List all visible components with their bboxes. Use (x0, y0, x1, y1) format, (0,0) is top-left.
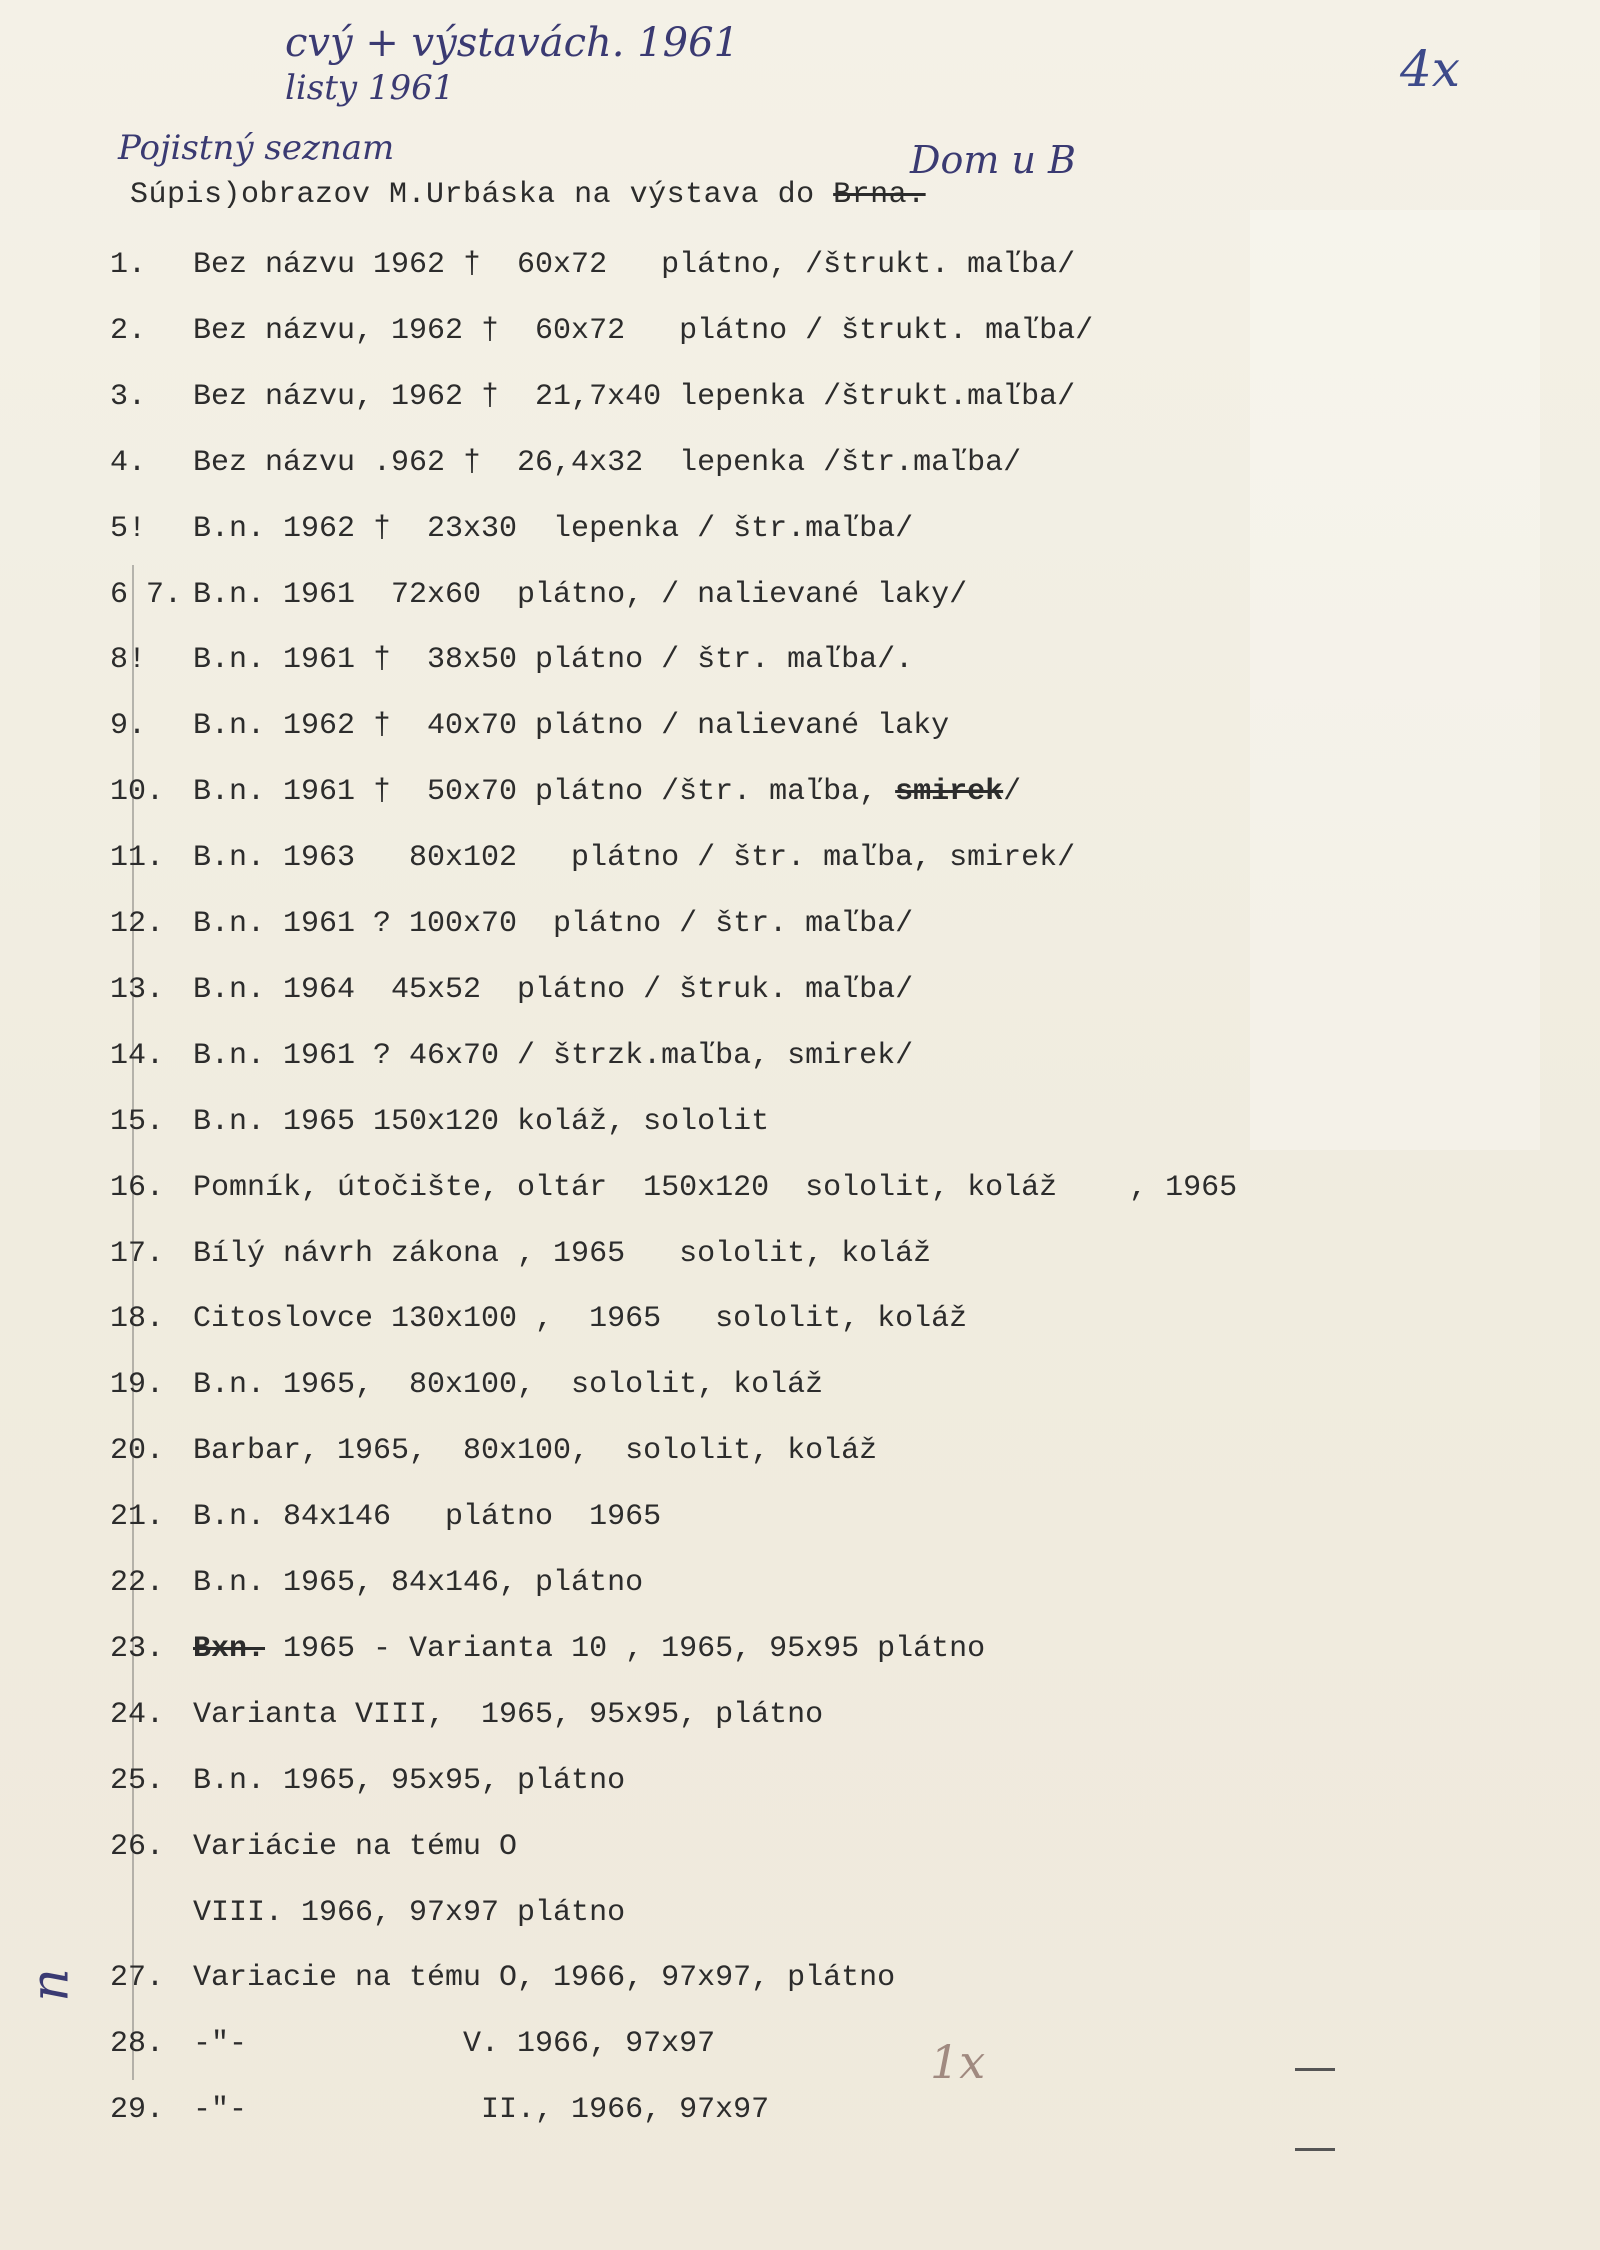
item-number: 11. (110, 841, 165, 875)
item-text (193, 446, 1021, 480)
item-description: Variácie na tému O (193, 1830, 518, 1864)
item-description: B.n. 1961 ? 100x70 plátno / štr. maľba/ (193, 907, 914, 941)
item-description: B.n. 1961 ? 46x70 / štrzk.maľba, smirek/ (193, 1039, 914, 1073)
item-text (193, 1632, 985, 1666)
item-number: 28. (110, 2027, 165, 2061)
handwritten-heading-suffix: Dom u B (910, 138, 1076, 182)
item-text (193, 643, 913, 677)
list-item (0, 841, 1600, 891)
document-title (130, 178, 926, 212)
item-text (193, 1500, 661, 1534)
item-number: 22. (110, 1566, 165, 1600)
item-number: 29. (110, 2093, 165, 2127)
item-description: -"- V. 1966, 97x97 (193, 2027, 716, 2061)
list-item (0, 1434, 1600, 1484)
item-number: 14. (110, 1039, 165, 1073)
list-item (0, 380, 1600, 430)
item-number: 3. (110, 380, 147, 414)
handwritten-count: 4x (1400, 40, 1461, 98)
item-number: 8! (110, 643, 147, 677)
list-item (0, 2027, 1600, 2077)
list-item (0, 1039, 1600, 1089)
item-text (193, 1896, 625, 1930)
handwritten-copy-mark: 1x (930, 2035, 986, 2089)
item-description: Bez názvu, 1962 † 60x72 plátno / štrukt. maľba/ (193, 314, 1094, 348)
margin-dash (1295, 2068, 1335, 2071)
item-description: -"- II., 1966, 97x97 (193, 2093, 770, 2127)
item-text (193, 1764, 625, 1798)
item-number: 20. (110, 1434, 165, 1468)
item-description: Bez názvu .962 † 26,4x32 lepenka /štr.maľba/ (193, 446, 1022, 480)
item-number: 2. (110, 314, 147, 348)
list-item (0, 1171, 1600, 1221)
list-item (0, 1896, 1600, 1946)
item-number: 26. (110, 1830, 165, 1864)
list-item (0, 1830, 1600, 1880)
item-description: B.n. 1961 72x60 plátno, / nalievané laky/ (193, 578, 968, 612)
item-description: B.n. 1961 † 50x70 plátno /štr. maľba, (193, 775, 896, 809)
item-description: B.n. 1962 † 23x30 lepenka / štr.maľba/ (193, 512, 914, 546)
list-item (0, 1632, 1600, 1682)
item-text (193, 380, 1075, 414)
item-number: 4. (110, 446, 147, 480)
list-item (0, 446, 1600, 496)
list-item (0, 1105, 1600, 1155)
list-item (0, 1237, 1600, 1287)
list-item (0, 1500, 1600, 1550)
list-item (0, 248, 1600, 298)
item-text (193, 512, 913, 546)
list-item (0, 1961, 1600, 2011)
struck-text: Bxn. (193, 1632, 266, 1666)
item-description: VIII. 1966, 97x97 plátno (193, 1896, 626, 1930)
item-number: 13. (110, 973, 165, 1007)
item-number: 1. (110, 248, 147, 282)
item-text (193, 1434, 877, 1468)
item-description-tail: 1965 - Varianta 10 , 1965, 95x95 plátno (265, 1632, 986, 1666)
item-text (193, 841, 1075, 875)
item-number: 25. (110, 1764, 165, 1798)
item-description: Bez názvu, 1962 † 21,7x40 lepenka /štrukt.maľba/ (193, 380, 1076, 414)
item-text (193, 973, 913, 1007)
item-text (193, 578, 967, 612)
margin-dash (1295, 2148, 1335, 2151)
item-description: B.n. 1964 45x52 plátno / štruk. maľba/ (193, 973, 914, 1007)
item-description: B.n. 1965, 95x95, plátno (193, 1764, 626, 1798)
struck-text: smirek (895, 775, 1004, 809)
item-number: 18. (110, 1302, 165, 1336)
title-struck-word: Brna. (833, 178, 926, 212)
list-item (0, 907, 1600, 957)
item-description: Variacie na tému O, 1966, 97x97, plátno (193, 1961, 896, 1995)
item-text (193, 1237, 931, 1271)
handwritten-note-top-1: cvý + výstavách. 1961 (285, 20, 740, 66)
list-item (0, 709, 1600, 759)
item-text (193, 1105, 769, 1139)
list-item (0, 1368, 1600, 1418)
item-description: B.n. 84x146 plátno 1965 (193, 1500, 662, 1534)
list-item (0, 775, 1600, 825)
item-number: 19. (110, 1368, 165, 1402)
list-item (0, 2093, 1600, 2143)
item-number: 15. (110, 1105, 165, 1139)
item-description: B.n. 1962 † 40x70 plátno / nalievané laky (193, 709, 950, 743)
item-description: Varianta VIII, 1965, 95x95, plátno (193, 1698, 824, 1732)
item-text (193, 1302, 967, 1336)
item-description: Bez názvu 1962 † 60x72 plátno, /štrukt. maľba/ (193, 248, 1076, 282)
item-text (193, 907, 913, 941)
title-prefix: Súpis (130, 178, 223, 212)
item-text (193, 709, 949, 743)
item-description-tail: / (1003, 775, 1022, 809)
item-number: 9. (110, 709, 147, 743)
item-number: 12. (110, 907, 165, 941)
item-text (193, 1171, 1237, 1205)
list-item (0, 314, 1600, 364)
list-item (0, 1698, 1600, 1748)
item-number: 5! (110, 512, 147, 546)
list-item (0, 973, 1600, 1023)
handwritten-margin-mark: u (26, 1968, 87, 2002)
list-item (0, 578, 1600, 628)
item-text (193, 1039, 913, 1073)
item-number: 23. (110, 1632, 165, 1666)
item-text (193, 314, 1093, 348)
item-number: 27. (110, 1961, 165, 1995)
item-description: B.n. 1965 150x120 koláž, sololit (193, 1105, 770, 1139)
item-description: B.n. 1961 † 38x50 plátno / štr. maľba/. (193, 643, 914, 677)
handwritten-heading-prefix: Pojistný seznam (118, 128, 395, 168)
item-number: 16. (110, 1171, 165, 1205)
item-number: 6 7. (110, 578, 183, 612)
list-item (0, 1764, 1600, 1814)
item-description: Pomník, útočište, oltár 150x120 sololit, koláž , 1965 (193, 1171, 1238, 1205)
item-description: B.n. 1963 80x102 plátno / štr. maľba, smirek/ (193, 841, 1076, 875)
list-item (0, 1566, 1600, 1616)
list-item (0, 512, 1600, 562)
item-text (193, 775, 1021, 809)
item-text (193, 1830, 517, 1864)
item-number: 10. (110, 775, 165, 809)
item-text (193, 1698, 823, 1732)
item-description: B.n. 1965, 80x100, sololit, koláž (193, 1368, 824, 1402)
item-description: Bílý návrh zákona , 1965 sololit, koláž (193, 1237, 932, 1271)
item-number: 24. (110, 1698, 165, 1732)
title-main: )obrazov M.Urbáska na výstava do (222, 178, 834, 212)
item-text (193, 1566, 643, 1600)
item-text (193, 1368, 823, 1402)
item-description: B.n. 1965, 84x146, plátno (193, 1566, 644, 1600)
item-description: Barbar, 1965, 80x100, sololit, koláž (193, 1434, 878, 1468)
handwritten-note-top-2: listy 1961 (285, 68, 455, 108)
list-item (0, 1302, 1600, 1352)
item-text (193, 1961, 895, 1995)
item-number: 17. (110, 1237, 165, 1271)
item-text (193, 2027, 715, 2061)
item-number: 21. (110, 1500, 165, 1534)
item-description: Citoslovce 130x100 , 1965 sololit, koláž (193, 1302, 968, 1336)
item-text (193, 2093, 769, 2127)
list-item (0, 643, 1600, 693)
item-text (193, 248, 1075, 282)
